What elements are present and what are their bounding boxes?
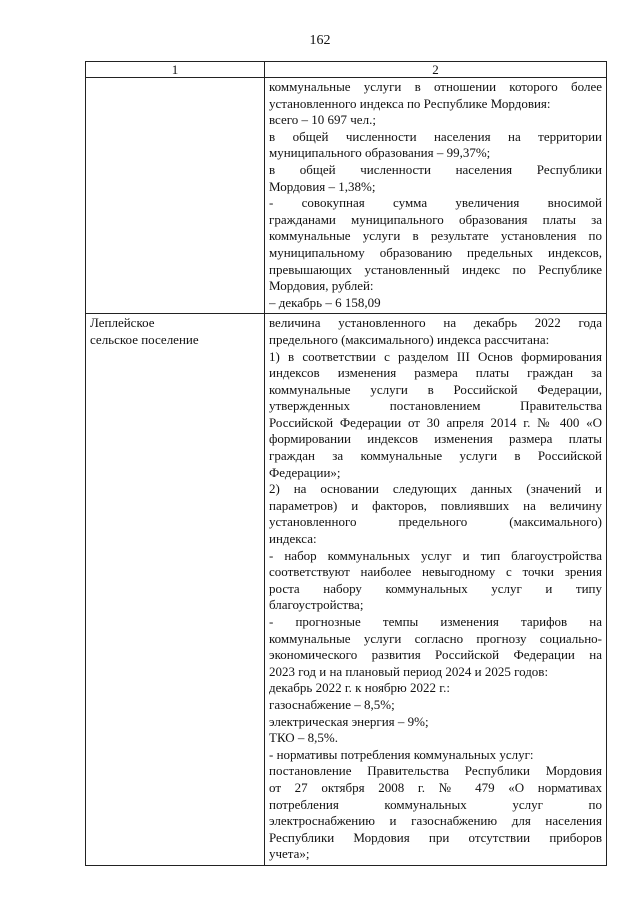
text-line: газоснабжение – 8,5%; — [269, 696, 395, 712]
text-line: Федерации»; — [269, 464, 341, 480]
text-line: роста набору коммунальных услуг и типу — [269, 580, 602, 596]
table-row — [86, 78, 607, 314]
text-line: муниципальному образованию предельных индексов, — [269, 244, 602, 260]
text-line: Мордовия – 1,38%; — [269, 178, 376, 194]
table-header-row — [86, 62, 607, 78]
text-line: от 27 октября 2008 г. № 479 «О нормативах — [269, 779, 602, 795]
text-line: Мордовия, рублей: — [269, 278, 374, 294]
text-line: установленного индекса по Республике Мордовия: — [269, 95, 551, 111]
municipality-name-line: сельское поселение — [90, 331, 199, 347]
text-line: соответствуют наиболее невыгодному с точки зрения — [269, 564, 602, 580]
text-line: – декабрь – 6 158,09 — [269, 294, 381, 310]
municipality-name-line: Леплейское — [90, 315, 155, 331]
municipality-cell — [86, 78, 265, 314]
text-line: коммунальные услуги в отношении которого более — [269, 79, 602, 94]
text-line: превышающих установленный индекс по Республике — [269, 261, 602, 277]
text-line: индексов изменения размера платы граждан за — [269, 365, 602, 381]
text-line: - прогнозные темпы изменения тарифов на — [269, 614, 602, 629]
text-line: в общей численности населения Республики — [269, 161, 602, 177]
text-line: экономического развития Российской Федерации на — [269, 647, 602, 663]
text-line: 1) в соответствии с разделом III Основ формирования — [269, 348, 602, 364]
text-line: утвержденных постановлением Правительства — [269, 398, 602, 414]
text-line: 2) на основании следующих данных (значений и — [269, 481, 602, 497]
document-table — [85, 61, 607, 866]
text-line: Российской Федерации от 30 апреля 2014 г. № 400 «О — [269, 414, 602, 430]
text-line: ТКО – 8,5%. — [269, 730, 339, 746]
column-header-2: 2 — [265, 62, 607, 78]
text-line: благоустройства; — [269, 597, 364, 613]
text-line: установленного предельного (максимального) — [269, 514, 602, 530]
column-header-1: 1 — [86, 62, 265, 78]
text-line: гражданами муниципального образования платы за — [269, 211, 602, 227]
text-line: 2023 год и на плановый период 2024 и 2025 годов: — [269, 663, 549, 679]
text-line: всего – 10 697 чел.; — [269, 112, 376, 128]
text-line: величина установленного на декабрь 2022 года — [269, 315, 602, 331]
text-line: - набор коммунальных услуг и тип благоустройства — [269, 547, 602, 563]
text-line: учета»; — [269, 846, 310, 862]
text-line: потребления коммунальных услуг по — [269, 796, 602, 812]
text-line: индекса: — [269, 531, 317, 547]
text-line: коммунальные услуги согласно прогнозу социально- — [269, 630, 602, 646]
text-line: - нормативы потребления коммунальных услуг: — [269, 746, 534, 762]
text-line: муниципального образования – 99,37%; — [269, 145, 491, 161]
municipality-cell — [86, 314, 265, 866]
text-line: Республики Мордовия при отсутствии приборов — [269, 829, 602, 845]
text-line: параметров) и факторов, повлиявших на величину — [269, 497, 602, 513]
text-line: электроснабжению и газоснабжению для населения — [269, 813, 602, 829]
page-number: 162 — [309, 33, 331, 48]
description-cell — [265, 314, 607, 866]
table-row — [86, 314, 607, 866]
text-line: электрическая энергия – 9%; — [269, 713, 429, 729]
text-line: - совокупная сумма увеличения вносимой — [269, 195, 602, 211]
text-line: коммунальные услуги в результате установления по — [269, 228, 602, 244]
text-line: предельного (максимального) индекса рассчитана: — [269, 331, 550, 347]
description-cell — [265, 78, 607, 314]
text-line: постановление Правительства Республики Мордовия — [269, 763, 602, 779]
text-line: коммунальные услуги в Российской Федерации, — [269, 381, 602, 397]
text-line: граждан за коммунальные услуги в Российской — [269, 448, 602, 464]
text-line: в общей численности населения на территории — [269, 128, 602, 144]
text-line: декабрь 2022 г. к ноябрю 2022 г.: — [269, 680, 450, 696]
text-line: формировании индексов изменения размера платы — [269, 431, 602, 447]
